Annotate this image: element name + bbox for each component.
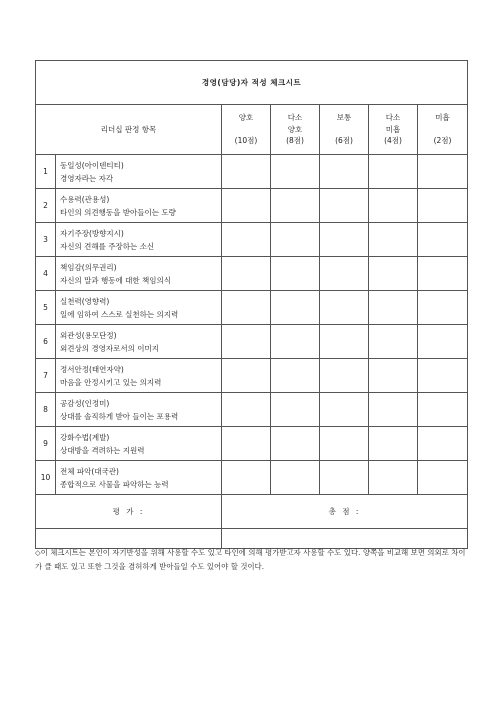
grade-header-fairly-good: 다소 양호 (8점) xyxy=(271,105,320,155)
item-cell xyxy=(56,257,222,291)
score-cell[interactable] xyxy=(418,359,468,393)
item-description: 자신의 말과 행동에 대한 책임의식 xyxy=(60,275,171,285)
item-description: 상대를 솔직하게 받아 들이는 포용력 xyxy=(60,411,179,421)
score-cell[interactable] xyxy=(418,189,468,223)
table-row xyxy=(36,155,468,189)
score-cell[interactable] xyxy=(320,291,369,325)
item-number: 7 xyxy=(36,359,56,393)
item-number: 9 xyxy=(36,427,56,461)
table-row xyxy=(36,257,468,291)
table-row xyxy=(36,189,468,223)
score-cell[interactable] xyxy=(320,257,369,291)
item-number: 2 xyxy=(36,189,56,223)
score-cell[interactable] xyxy=(418,257,468,291)
score-cell[interactable] xyxy=(222,427,271,461)
item-cell xyxy=(56,291,222,325)
score-cell[interactable] xyxy=(222,291,271,325)
score-cell[interactable] xyxy=(222,223,271,257)
score-cell[interactable] xyxy=(320,325,369,359)
score-cell[interactable] xyxy=(222,325,271,359)
item-description: 일에 임하여 스스로 실천하는 의지력 xyxy=(60,309,179,319)
item-description: 자신의 견해를 주장하는 소신 xyxy=(60,241,155,251)
sheet-title: 경영(담당)자 적성 체크시트 xyxy=(36,61,468,105)
checksheet-table xyxy=(35,60,468,549)
item-description: 타인의 의견행동을 받아들이는 도량 xyxy=(60,207,176,217)
item-title: 외관성(용모단정) xyxy=(60,330,117,340)
table-row xyxy=(36,325,468,359)
score-cell[interactable] xyxy=(369,257,418,291)
score-cell[interactable] xyxy=(222,461,271,495)
score-cell[interactable] xyxy=(271,223,320,257)
item-number: 1 xyxy=(36,155,56,189)
score-cell[interactable] xyxy=(418,155,468,189)
score-cell[interactable] xyxy=(271,291,320,325)
table-row xyxy=(36,427,468,461)
score-cell[interactable] xyxy=(320,155,369,189)
table-row xyxy=(36,291,468,325)
item-cell xyxy=(56,461,222,495)
usage-note: ◇이 체크시트는 본인이 자기반성을 위해 사용할 수도 있고 타인에 의해 평가받고자 사용할 수도 있다. 양쪽을 비교해 보면 의외로 차이가 클 때도 있고 또한 그것을 겸허하게 받아들일 수도 있어야 할 것이다. xyxy=(35,548,466,571)
item-cell xyxy=(56,325,222,359)
grade-header-poor: 미흡 (2점) xyxy=(418,105,468,155)
item-title: 수용력(관용성) xyxy=(60,194,110,204)
item-description: 경영자라는 자각 xyxy=(60,173,114,183)
grade-header-good: 양호 (10점) xyxy=(222,105,271,155)
grade-header-fairly-poor: 다소 미흡 (4점) xyxy=(369,105,418,155)
item-cell xyxy=(56,155,222,189)
score-cell[interactable] xyxy=(369,427,418,461)
item-description: 마음을 안정시키고 있는 의지력 xyxy=(60,377,162,387)
score-cell[interactable] xyxy=(369,461,418,495)
item-description: 상대방을 격려하는 지원력 xyxy=(60,445,145,455)
item-title: 정서안정(태연자약) xyxy=(60,364,124,374)
score-cell[interactable] xyxy=(271,155,320,189)
score-cell[interactable] xyxy=(320,461,369,495)
grade-header-average: 보통 (6점) xyxy=(320,105,369,155)
score-cell[interactable] xyxy=(271,257,320,291)
item-number: 10 xyxy=(36,461,56,495)
item-cell xyxy=(56,393,222,427)
item-description: 종합적으로 사물을 파악하는 능력 xyxy=(60,479,169,489)
item-number: 5 xyxy=(36,291,56,325)
item-title: 공감성(인정미) xyxy=(60,398,110,408)
table-row xyxy=(36,359,468,393)
item-cell xyxy=(56,223,222,257)
score-cell[interactable] xyxy=(418,223,468,257)
item-number: 4 xyxy=(36,257,56,291)
table-row xyxy=(36,461,468,495)
score-cell[interactable] xyxy=(369,155,418,189)
score-cell[interactable] xyxy=(418,291,468,325)
item-column-header: 리더십 판정 항목 xyxy=(36,105,222,155)
score-cell[interactable] xyxy=(222,359,271,393)
item-cell xyxy=(56,359,222,393)
score-cell[interactable] xyxy=(320,359,369,393)
score-cell[interactable] xyxy=(271,427,320,461)
item-title: 책임감(의무권리) xyxy=(60,262,117,272)
item-title: 자기주장(방향지시) xyxy=(60,228,124,238)
item-title: 실천력(영향력) xyxy=(60,296,110,306)
item-title: 전체 파악(대국관) xyxy=(60,466,119,476)
score-cell[interactable] xyxy=(271,325,320,359)
evaluation-label: 평 가 : xyxy=(36,495,222,529)
score-cell[interactable] xyxy=(418,461,468,495)
score-cell[interactable] xyxy=(320,427,369,461)
total-score-label: 총 점 : xyxy=(222,495,468,529)
score-cell[interactable] xyxy=(222,393,271,427)
score-cell[interactable] xyxy=(369,393,418,427)
score-cell[interactable] xyxy=(369,359,418,393)
item-number: 6 xyxy=(36,325,56,359)
score-cell[interactable] xyxy=(271,461,320,495)
score-cell[interactable] xyxy=(320,189,369,223)
score-cell[interactable] xyxy=(418,427,468,461)
item-title: 강화수법(계발) xyxy=(60,432,110,442)
item-cell xyxy=(56,427,222,461)
item-number: 3 xyxy=(36,223,56,257)
table-row xyxy=(36,393,468,427)
score-cell[interactable] xyxy=(222,155,271,189)
score-cell[interactable] xyxy=(320,393,369,427)
score-cell[interactable] xyxy=(271,189,320,223)
score-cell[interactable] xyxy=(369,223,418,257)
score-cell[interactable] xyxy=(369,325,418,359)
score-cell[interactable] xyxy=(418,393,468,427)
table-row xyxy=(36,223,468,257)
score-cell[interactable] xyxy=(418,325,468,359)
score-cell[interactable] xyxy=(320,223,369,257)
score-cell[interactable] xyxy=(271,393,320,427)
item-number: 8 xyxy=(36,393,56,427)
score-cell[interactable] xyxy=(222,257,271,291)
item-title: 동일성(아이덴티티) xyxy=(60,160,124,170)
score-cell[interactable] xyxy=(271,359,320,393)
item-cell xyxy=(56,189,222,223)
checksheet xyxy=(35,60,467,549)
score-cell[interactable] xyxy=(369,291,418,325)
score-cell[interactable] xyxy=(222,189,271,223)
score-cell[interactable] xyxy=(369,189,418,223)
item-description: 외견상의 경영자로서의 이미지 xyxy=(60,343,159,353)
